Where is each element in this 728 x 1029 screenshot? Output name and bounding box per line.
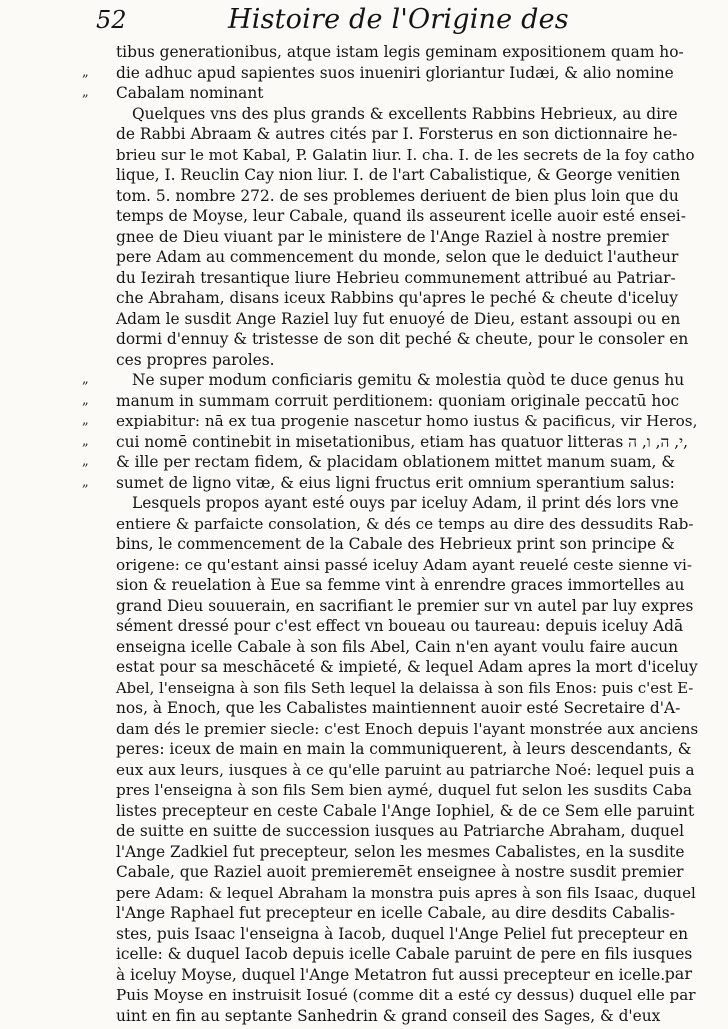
quote-mark: „ <box>82 372 89 387</box>
line-text: & ille per rectam fidem, & placidam oblationem mittet manum suam, & <box>116 453 676 471</box>
text-line <box>82 924 698 945</box>
text-line <box>82 247 698 268</box>
line-text: Cabale, que Raziel auoit premieremēt enseignee à nostre susdit premier <box>116 863 684 881</box>
line-text: du Iezirah tresantique liure Hebrieu communement attribué au Patriar- <box>116 268 676 287</box>
text-line <box>82 760 698 781</box>
line-text: à iceluy Moyse, duquel l'Ange Metatron fut aussi precepteur en icelle. <box>116 965 666 984</box>
line-text: dormi d'ennuy & tristesse de son dit peché & cheute, pour le consoler en <box>116 330 689 348</box>
line-text: che Abraham, disans iceux Rabbins qu'apres le peché & cheute d'iceluy <box>116 289 678 307</box>
quote-mark: „ <box>82 64 89 80</box>
text-line <box>82 739 698 760</box>
quote-mark: „ <box>82 85 89 100</box>
line-text: pere Adam au commencement du monde, selon que le deduict l'autheur <box>116 248 679 266</box>
body-text <box>82 42 698 1026</box>
line-text: lique, I. Reuclin Cay nion liur. I. de l'art Cabalistique, & George venitien <box>116 166 681 184</box>
line-text: sion & reuelation à Eue sa femme vint à enrendre graces immortelles au <box>116 576 685 594</box>
text-line <box>82 780 698 801</box>
line-text: peres: iceux de main en main la communiquerent, à leurs descendants, & <box>116 740 692 758</box>
line-text: cui nomē continebit in misetationibus, etiam has quatuor litteras י, ה, ו, ה, <box>116 432 689 451</box>
line-text: uint en fin au septante Sanhedrin & grand conseil des Sages, & d'eux <box>116 1006 661 1025</box>
text-line <box>82 268 698 289</box>
line-text: Ne super modum conficiaris gemitu & molestia quòd te duce genus hu <box>132 371 685 389</box>
line-text: stes, puis Isaac l'enseigna à Iacob, duquel l'Ange Peliel fut precepteur en <box>116 924 689 943</box>
line-text: Lesquels propos ayant esté ouys par iceluy Adam, il print dés lors vne <box>132 494 679 512</box>
text-line <box>82 678 698 699</box>
catchword: par <box>664 964 692 983</box>
line-text: tom. 5. nombre 272. de ses problemes deriuent de bien plus loin que du <box>116 186 679 205</box>
text-line <box>82 104 698 125</box>
line-text: Adam le susdit Ange Raziel luy fut enuoyé de Dieu, estant assoupi ou en <box>116 309 681 328</box>
line-text: bins, le commencement de la Cabale des Hebrieux print son principe & <box>116 535 675 553</box>
text-line <box>82 965 698 986</box>
line-text: eux aux leurs, iusques à ce qu'elle paruint au patriarche Noé: lequel puis a <box>116 760 695 779</box>
line-text: l'Ange Raphael fut precepteur en icelle Cabale, au dire desdits Cabalis- <box>116 904 675 922</box>
quote-mark: „ <box>82 474 89 490</box>
line-text: sément dressé pour c'est effect vn boueau ou taureau: depuis iceluy Adā <box>116 617 684 635</box>
line-text: entiere & parfaicte consolation, & dés ce temps au dire des dessudits Rab- <box>116 514 694 533</box>
text-line <box>82 637 698 658</box>
page-number: 52 <box>96 6 127 34</box>
text-line <box>82 903 698 924</box>
text-line <box>82 842 698 863</box>
line-text: sumet de ligno vitæ, & eius ligni fructus erit omnium sperantium salus: <box>116 473 675 492</box>
line-text: gnee de Dieu viuant par le ministere de l'Ange Raziel à nostre premier <box>116 227 669 246</box>
text-line <box>82 186 698 207</box>
line-text: tibus generationibus, atque istam legis geminam expositionem quam ho- <box>116 43 684 61</box>
text-line <box>82 555 698 576</box>
text-line <box>82 227 698 248</box>
line-text: manum in summam corruit perditionem: quoniam originale peccatū hoc <box>116 391 680 410</box>
line-text: brieu sur le mot Kabal, P. Galatin liur. I. cha. I. de les secrets de la foy catho <box>116 145 695 164</box>
text-line <box>82 370 698 391</box>
text-line <box>82 534 698 555</box>
text-line <box>82 862 698 883</box>
text-line <box>82 309 698 330</box>
text-line <box>82 821 698 842</box>
line-text: pres l'enseigna à son fils Sem bien aymé, duquel fut selon les susdits Caba <box>116 781 692 799</box>
text-line <box>82 657 698 678</box>
text-line <box>82 801 698 822</box>
text-line <box>82 391 698 412</box>
line-text: estat pour sa meschāceté & impieté, & lequel Adam apres la mort d'iceluy <box>116 658 698 676</box>
line-text: grand Dieu souuerain, en sacrifiant le premier sur vn autel par luy expres <box>116 596 694 615</box>
text-line <box>82 698 698 719</box>
line-text: origene: ce qu'estant ainsi passé iceluy Adam ayant reuelé ceste sienne vi- <box>116 555 692 574</box>
line-text: listes precepteur en ceste Cabale l'Ange Iophiel, & de ce Sem elle paruint <box>116 801 695 820</box>
text-line <box>82 514 698 535</box>
text-line <box>82 206 698 227</box>
line-text: de Rabbi Abraam & autres cités par I. Forsterus en son dictionnaire he- <box>116 125 678 143</box>
text-line <box>82 985 698 1006</box>
text-line <box>82 42 698 63</box>
text-line <box>82 165 698 186</box>
text-line <box>82 63 698 84</box>
line-text: enseigna icelle Cabale à son fils Abel, Cain n'en ayant voulu faire aucun <box>116 637 679 656</box>
text-line <box>82 432 698 453</box>
line-text: temps de Moyse, leur Cabale, quand ils asseurent icelle auoir esté ensei- <box>116 207 686 225</box>
line-text: Cabalam nominant <box>116 84 264 102</box>
quote-mark: „ <box>82 392 89 408</box>
text-line <box>82 124 698 145</box>
text-line <box>82 493 698 514</box>
line-text: de suitte en suitte de succession iusques au Patriarche Abraham, duquel <box>116 822 685 840</box>
text-line <box>82 473 698 494</box>
text-line <box>82 575 698 596</box>
text-line <box>82 944 698 965</box>
text-line <box>82 329 698 350</box>
line-text: l'Ange Zadkiel fut precepteur, selon les mesmes Cabalistes, en la susdite <box>116 842 685 861</box>
text-line <box>82 616 698 637</box>
line-text: icelle: & duquel Iacob depuis icelle Cabale paruint de pere en fils iusques <box>116 945 693 963</box>
text-line <box>82 288 698 309</box>
line-text: Quelques vns des plus grands & excellents Rabbins Hebrieux, au dire <box>132 104 678 123</box>
text-line <box>82 596 698 617</box>
line-text: dam dés le premier siecle: c'est Enoch depuis l'ayant monstrée aux anciens <box>116 719 699 738</box>
line-text: die adhuc apud sapientes suos inueniri gloriantur Iudæi, & alio nomine <box>116 63 674 82</box>
line-text: Puis Moyse en instruisit Iosué (comme dit a esté cy dessus) duquel elle par <box>116 986 696 1004</box>
quote-mark: „ <box>82 413 89 428</box>
text-line <box>82 350 698 371</box>
line-text: ces propres paroles. <box>116 350 275 369</box>
quote-mark: „ <box>82 433 89 449</box>
text-line <box>82 1006 698 1027</box>
text-line <box>82 145 698 166</box>
running-title: Histoire de l'Origine des <box>228 4 569 35</box>
text-line <box>82 411 698 432</box>
text-line <box>82 719 698 740</box>
text-line <box>82 83 698 104</box>
line-text: nos, à Enoch, que les Cabalistes maintiennent auoir esté Secretaire d'A- <box>116 699 681 717</box>
line-text: pere Adam: & lequel Abraham la monstra puis apres à son fils Isaac, duquel <box>116 883 696 902</box>
quote-mark: „ <box>82 454 89 469</box>
text-line <box>82 883 698 904</box>
text-line <box>82 452 698 473</box>
line-text: Abel, l'enseigna à son fils Seth lequel la delaissa à son fils Enos: puis c'est E- <box>116 679 694 697</box>
line-text: expiabitur: nā ex tua progenie nascetur homo iustus & pacificus, vir Heros, <box>116 412 698 430</box>
